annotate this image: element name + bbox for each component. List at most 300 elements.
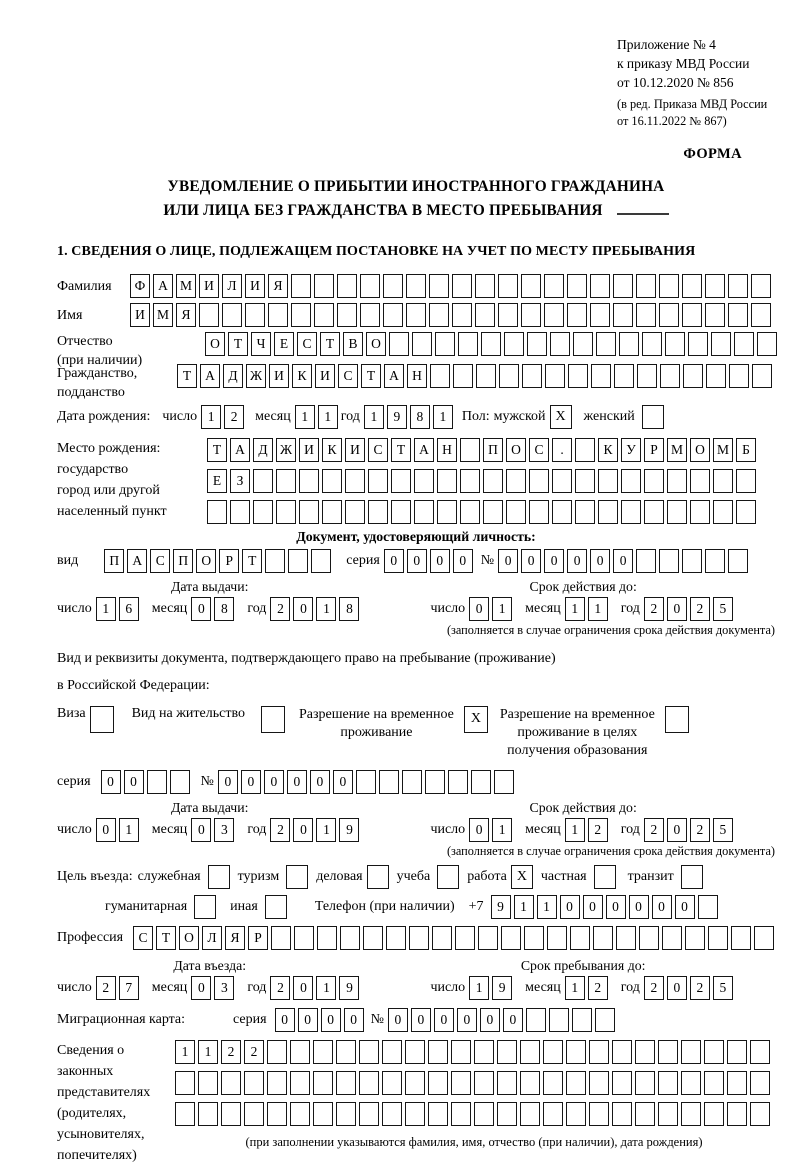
char-box[interactable] — [635, 1040, 655, 1064]
char-box[interactable]: 8 — [339, 597, 359, 621]
char-box[interactable] — [729, 364, 749, 388]
char-box[interactable]: С — [297, 332, 317, 356]
char-box[interactable] — [552, 469, 572, 493]
char-box[interactable]: 2 — [644, 597, 664, 621]
char-box[interactable]: С — [368, 438, 388, 462]
char-box[interactable]: 1 — [316, 597, 336, 621]
char-box[interactable] — [568, 364, 588, 388]
char-box[interactable] — [475, 303, 495, 327]
char-box[interactable] — [317, 926, 337, 950]
char-box[interactable]: Я — [176, 303, 196, 327]
purpose-other-checkbox[interactable] — [265, 895, 287, 919]
char-box[interactable] — [659, 549, 679, 573]
char-box[interactable] — [432, 926, 452, 950]
char-box[interactable]: 3 — [214, 818, 234, 842]
char-box[interactable]: Ф — [130, 274, 150, 298]
char-box[interactable]: С — [338, 364, 358, 388]
char-box[interactable]: 5 — [713, 597, 733, 621]
char-box[interactable] — [713, 500, 733, 524]
char-box[interactable] — [425, 770, 445, 794]
char-box[interactable] — [644, 500, 664, 524]
char-box[interactable] — [589, 1040, 609, 1064]
char-box[interactable] — [244, 1102, 264, 1126]
residence-checkbox[interactable] — [261, 706, 285, 733]
char-box[interactable]: 0 — [293, 976, 313, 1000]
char-box[interactable]: 5 — [713, 976, 733, 1000]
char-box[interactable] — [244, 1071, 264, 1095]
char-box[interactable]: 1 — [514, 895, 534, 919]
char-box[interactable] — [637, 364, 657, 388]
char-box[interactable]: С — [133, 926, 153, 950]
char-box[interactable] — [363, 926, 383, 950]
char-box[interactable] — [521, 274, 541, 298]
char-box[interactable]: К — [598, 438, 618, 462]
char-box[interactable]: П — [173, 549, 193, 573]
char-box[interactable] — [659, 303, 679, 327]
char-box[interactable] — [198, 1071, 218, 1095]
char-box[interactable]: П — [483, 438, 503, 462]
char-box[interactable] — [471, 770, 491, 794]
char-box[interactable] — [619, 332, 639, 356]
char-box[interactable] — [497, 1071, 517, 1095]
char-box[interactable] — [642, 332, 662, 356]
char-box[interactable]: 1 — [198, 1040, 218, 1064]
char-box[interactable] — [288, 549, 308, 573]
char-box[interactable]: 1 — [492, 818, 512, 842]
char-box[interactable] — [713, 469, 733, 493]
char-box[interactable]: 0 — [333, 770, 353, 794]
char-box[interactable]: А — [230, 438, 250, 462]
char-box[interactable]: 0 — [457, 1008, 477, 1032]
rvp-checkbox[interactable]: X — [464, 706, 488, 733]
char-box[interactable]: П — [104, 549, 124, 573]
char-box[interactable] — [705, 549, 725, 573]
char-box[interactable] — [598, 500, 618, 524]
char-box[interactable] — [612, 1102, 632, 1126]
char-box[interactable]: 8 — [214, 597, 234, 621]
char-box[interactable] — [391, 500, 411, 524]
char-box[interactable]: И — [299, 438, 319, 462]
char-box[interactable] — [520, 1071, 540, 1095]
char-box[interactable] — [711, 332, 731, 356]
char-box[interactable]: О — [366, 332, 386, 356]
char-box[interactable]: И — [315, 364, 335, 388]
char-box[interactable] — [379, 770, 399, 794]
char-box[interactable]: 6 — [119, 597, 139, 621]
char-box[interactable] — [750, 1071, 770, 1095]
char-box[interactable] — [506, 500, 526, 524]
char-box[interactable]: 0 — [613, 549, 633, 573]
char-box[interactable]: Я — [225, 926, 245, 950]
char-box[interactable] — [667, 500, 687, 524]
char-box[interactable] — [428, 1040, 448, 1064]
char-box[interactable] — [736, 500, 756, 524]
char-box[interactable]: 0 — [124, 770, 144, 794]
char-box[interactable] — [572, 1008, 592, 1032]
char-box[interactable]: 9 — [339, 976, 359, 1000]
char-box[interactable] — [665, 332, 685, 356]
char-box[interactable] — [383, 303, 403, 327]
char-box[interactable]: И — [245, 274, 265, 298]
char-box[interactable] — [751, 274, 771, 298]
char-box[interactable] — [359, 1102, 379, 1126]
char-box[interactable]: 0 — [469, 597, 489, 621]
char-box[interactable]: Н — [437, 438, 457, 462]
char-box[interactable] — [429, 303, 449, 327]
char-box[interactable] — [483, 469, 503, 493]
char-box[interactable] — [382, 1102, 402, 1126]
char-box[interactable] — [728, 303, 748, 327]
char-box[interactable]: О — [196, 549, 216, 573]
char-box[interactable]: 0 — [321, 1008, 341, 1032]
char-box[interactable] — [199, 303, 219, 327]
char-box[interactable] — [265, 549, 285, 573]
char-box[interactable] — [402, 770, 422, 794]
char-box[interactable] — [595, 1008, 615, 1032]
char-box[interactable]: 0 — [629, 895, 649, 919]
char-box[interactable] — [386, 926, 406, 950]
char-box[interactable]: 0 — [293, 597, 313, 621]
char-box[interactable]: 9 — [492, 976, 512, 1000]
char-box[interactable] — [593, 926, 613, 950]
char-box[interactable] — [221, 1071, 241, 1095]
char-box[interactable] — [591, 364, 611, 388]
char-box[interactable] — [460, 500, 480, 524]
char-box[interactable] — [682, 274, 702, 298]
char-box[interactable]: М — [713, 438, 733, 462]
char-box[interactable] — [230, 500, 250, 524]
char-box[interactable]: 1 — [565, 818, 585, 842]
char-box[interactable] — [751, 303, 771, 327]
char-box[interactable] — [406, 274, 426, 298]
char-box[interactable]: 0 — [652, 895, 672, 919]
char-box[interactable] — [406, 303, 426, 327]
char-box[interactable] — [460, 469, 480, 493]
char-box[interactable] — [682, 303, 702, 327]
char-box[interactable]: 2 — [221, 1040, 241, 1064]
char-box[interactable] — [451, 1102, 471, 1126]
char-box[interactable] — [598, 469, 618, 493]
char-box[interactable]: О — [506, 438, 526, 462]
char-box[interactable] — [451, 1040, 471, 1064]
char-box[interactable] — [543, 1071, 563, 1095]
char-box[interactable]: 0 — [434, 1008, 454, 1032]
char-box[interactable] — [575, 438, 595, 462]
char-box[interactable]: Б — [736, 438, 756, 462]
char-box[interactable] — [460, 438, 480, 462]
char-box[interactable]: И — [199, 274, 219, 298]
char-box[interactable]: 0 — [567, 549, 587, 573]
char-box[interactable] — [681, 1071, 701, 1095]
char-box[interactable] — [290, 1071, 310, 1095]
char-box[interactable] — [452, 274, 472, 298]
char-box[interactable]: 0 — [101, 770, 121, 794]
char-box[interactable]: 0 — [264, 770, 284, 794]
purpose-tourism-checkbox[interactable] — [286, 865, 308, 889]
char-box[interactable] — [506, 469, 526, 493]
char-box[interactable] — [170, 770, 190, 794]
char-box[interactable] — [314, 303, 334, 327]
char-box[interactable]: Р — [219, 549, 239, 573]
sex-female-checkbox[interactable] — [642, 405, 664, 429]
char-box[interactable]: 7 — [119, 976, 139, 1000]
char-box[interactable]: К — [292, 364, 312, 388]
char-box[interactable] — [336, 1040, 356, 1064]
char-box[interactable] — [405, 1102, 425, 1126]
char-box[interactable]: 1 — [469, 976, 489, 1000]
char-box[interactable]: О — [205, 332, 225, 356]
char-box[interactable]: 1 — [295, 405, 315, 429]
char-box[interactable]: Д — [253, 438, 273, 462]
char-box[interactable]: 2 — [690, 818, 710, 842]
char-box[interactable] — [621, 500, 641, 524]
char-box[interactable]: 9 — [387, 405, 407, 429]
char-box[interactable] — [636, 274, 656, 298]
char-box[interactable] — [566, 1102, 586, 1126]
char-box[interactable] — [175, 1102, 195, 1126]
char-box[interactable]: 2 — [644, 976, 664, 1000]
char-box[interactable] — [635, 1071, 655, 1095]
char-box[interactable]: 2 — [96, 976, 116, 1000]
char-box[interactable]: 0 — [544, 549, 564, 573]
char-box[interactable] — [475, 274, 495, 298]
char-box[interactable]: 0 — [675, 895, 695, 919]
char-box[interactable]: Ч — [251, 332, 271, 356]
char-box[interactable] — [267, 1071, 287, 1095]
char-box[interactable] — [499, 364, 519, 388]
char-box[interactable] — [414, 500, 434, 524]
char-box[interactable] — [550, 332, 570, 356]
char-box[interactable] — [545, 364, 565, 388]
char-box[interactable] — [596, 332, 616, 356]
char-box[interactable]: Т — [320, 332, 340, 356]
char-box[interactable]: 1 — [364, 405, 384, 429]
char-box[interactable] — [294, 926, 314, 950]
char-box[interactable]: О — [690, 438, 710, 462]
char-box[interactable]: 1 — [318, 405, 338, 429]
char-box[interactable] — [428, 1071, 448, 1095]
char-box[interactable] — [566, 1040, 586, 1064]
char-box[interactable] — [543, 1102, 563, 1126]
char-box[interactable] — [389, 332, 409, 356]
char-box[interactable] — [731, 926, 751, 950]
sex-male-checkbox[interactable]: X — [550, 405, 572, 429]
char-box[interactable] — [639, 926, 659, 950]
char-box[interactable]: В — [343, 332, 363, 356]
char-box[interactable] — [412, 332, 432, 356]
char-box[interactable] — [616, 926, 636, 950]
char-box[interactable]: 0 — [298, 1008, 318, 1032]
char-box[interactable] — [566, 1071, 586, 1095]
char-box[interactable] — [681, 1102, 701, 1126]
char-box[interactable] — [435, 332, 455, 356]
char-box[interactable]: 3 — [214, 976, 234, 1000]
char-box[interactable] — [547, 926, 567, 950]
char-box[interactable] — [382, 1071, 402, 1095]
char-box[interactable]: Т — [177, 364, 197, 388]
char-box[interactable] — [359, 1040, 379, 1064]
char-box[interactable]: М — [667, 438, 687, 462]
char-box[interactable] — [322, 500, 342, 524]
char-box[interactable] — [683, 364, 703, 388]
char-box[interactable] — [474, 1102, 494, 1126]
char-box[interactable]: 0 — [667, 597, 687, 621]
char-box[interactable]: 0 — [388, 1008, 408, 1032]
char-box[interactable] — [498, 303, 518, 327]
char-box[interactable]: Н — [407, 364, 427, 388]
char-box[interactable] — [437, 469, 457, 493]
char-box[interactable]: Т — [156, 926, 176, 950]
char-box[interactable] — [736, 469, 756, 493]
char-box[interactable] — [570, 926, 590, 950]
char-box[interactable] — [336, 1102, 356, 1126]
char-box[interactable] — [476, 364, 496, 388]
char-box[interactable] — [728, 274, 748, 298]
char-box[interactable] — [728, 549, 748, 573]
char-box[interactable] — [494, 770, 514, 794]
char-box[interactable]: Т — [228, 332, 248, 356]
purpose-transit-checkbox[interactable] — [681, 865, 703, 889]
char-box[interactable] — [458, 332, 478, 356]
char-box[interactable]: 1 — [119, 818, 139, 842]
char-box[interactable] — [356, 770, 376, 794]
char-box[interactable] — [360, 303, 380, 327]
char-box[interactable] — [337, 303, 357, 327]
char-box[interactable] — [409, 926, 429, 950]
char-box[interactable] — [527, 332, 547, 356]
char-box[interactable]: 2 — [644, 818, 664, 842]
char-box[interactable] — [524, 926, 544, 950]
char-box[interactable]: Е — [207, 469, 227, 493]
char-box[interactable] — [529, 469, 549, 493]
char-box[interactable]: К — [322, 438, 342, 462]
char-box[interactable]: 1 — [565, 597, 585, 621]
char-box[interactable] — [552, 500, 572, 524]
char-box[interactable]: М — [176, 274, 196, 298]
char-box[interactable]: Я — [268, 274, 288, 298]
char-box[interactable] — [750, 1102, 770, 1126]
char-box[interactable]: 0 — [667, 976, 687, 1000]
char-box[interactable]: 2 — [588, 976, 608, 1000]
char-box[interactable]: 0 — [411, 1008, 431, 1032]
char-box[interactable] — [368, 469, 388, 493]
char-box[interactable] — [521, 303, 541, 327]
char-box[interactable] — [428, 1102, 448, 1126]
char-box[interactable]: 0 — [583, 895, 603, 919]
purpose-official-checkbox[interactable] — [208, 865, 230, 889]
char-box[interactable]: 0 — [191, 976, 211, 1000]
char-box[interactable]: 0 — [590, 549, 610, 573]
char-box[interactable] — [612, 1071, 632, 1095]
char-box[interactable]: И — [269, 364, 289, 388]
char-box[interactable] — [359, 1071, 379, 1095]
char-box[interactable]: 2 — [224, 405, 244, 429]
char-box[interactable] — [526, 1008, 546, 1032]
char-box[interactable] — [644, 469, 664, 493]
char-box[interactable] — [207, 500, 227, 524]
char-box[interactable] — [451, 1071, 471, 1095]
purpose-humanitarian-checkbox[interactable] — [194, 895, 216, 919]
char-box[interactable] — [391, 469, 411, 493]
char-box[interactable] — [253, 469, 273, 493]
char-box[interactable]: 1 — [316, 976, 336, 1000]
char-box[interactable]: 1 — [565, 976, 585, 1000]
char-box[interactable]: 0 — [384, 549, 404, 573]
char-box[interactable] — [708, 926, 728, 950]
char-box[interactable] — [313, 1102, 333, 1126]
char-box[interactable] — [727, 1071, 747, 1095]
char-box[interactable] — [267, 1040, 287, 1064]
char-box[interactable] — [522, 364, 542, 388]
char-box[interactable] — [750, 1040, 770, 1064]
char-box[interactable] — [658, 1040, 678, 1064]
char-box[interactable] — [705, 303, 725, 327]
char-box[interactable] — [198, 1102, 218, 1126]
char-box[interactable] — [483, 500, 503, 524]
visa-checkbox[interactable] — [90, 706, 114, 733]
char-box[interactable] — [322, 469, 342, 493]
char-box[interactable]: А — [414, 438, 434, 462]
char-box[interactable] — [613, 274, 633, 298]
char-box[interactable] — [291, 303, 311, 327]
char-box[interactable] — [575, 469, 595, 493]
char-box[interactable] — [659, 274, 679, 298]
char-box[interactable]: А — [200, 364, 220, 388]
char-box[interactable] — [501, 926, 521, 950]
char-box[interactable]: А — [153, 274, 173, 298]
char-box[interactable] — [299, 469, 319, 493]
char-box[interactable] — [690, 469, 710, 493]
char-box[interactable] — [291, 274, 311, 298]
char-box[interactable] — [337, 274, 357, 298]
purpose-work-checkbox[interactable]: X — [511, 865, 533, 889]
char-box[interactable]: Р — [644, 438, 664, 462]
char-box[interactable] — [660, 364, 680, 388]
char-box[interactable]: Л — [202, 926, 222, 950]
char-box[interactable] — [368, 500, 388, 524]
char-box[interactable] — [529, 500, 549, 524]
char-box[interactable]: 0 — [667, 818, 687, 842]
char-box[interactable] — [405, 1040, 425, 1064]
char-box[interactable]: М — [153, 303, 173, 327]
char-box[interactable]: 9 — [339, 818, 359, 842]
char-box[interactable]: 1 — [175, 1040, 195, 1064]
char-box[interactable]: И — [345, 438, 365, 462]
char-box[interactable]: 2 — [244, 1040, 264, 1064]
char-box[interactable]: У — [621, 438, 641, 462]
char-box[interactable] — [636, 549, 656, 573]
char-box[interactable] — [658, 1102, 678, 1126]
char-box[interactable]: 0 — [503, 1008, 523, 1032]
char-box[interactable] — [690, 500, 710, 524]
char-box[interactable] — [727, 1102, 747, 1126]
char-box[interactable] — [345, 469, 365, 493]
char-box[interactable]: 0 — [96, 818, 116, 842]
char-box[interactable] — [268, 303, 288, 327]
char-box[interactable]: Д — [223, 364, 243, 388]
char-box[interactable] — [430, 364, 450, 388]
char-box[interactable] — [752, 364, 772, 388]
char-box[interactable]: З — [230, 469, 250, 493]
char-box[interactable]: 2 — [588, 818, 608, 842]
char-box[interactable] — [221, 1102, 241, 1126]
char-box[interactable]: С — [529, 438, 549, 462]
char-box[interactable] — [636, 303, 656, 327]
char-box[interactable] — [754, 926, 774, 950]
char-box[interactable]: 0 — [191, 597, 211, 621]
char-box[interactable] — [147, 770, 167, 794]
char-box[interactable]: 0 — [430, 549, 450, 573]
